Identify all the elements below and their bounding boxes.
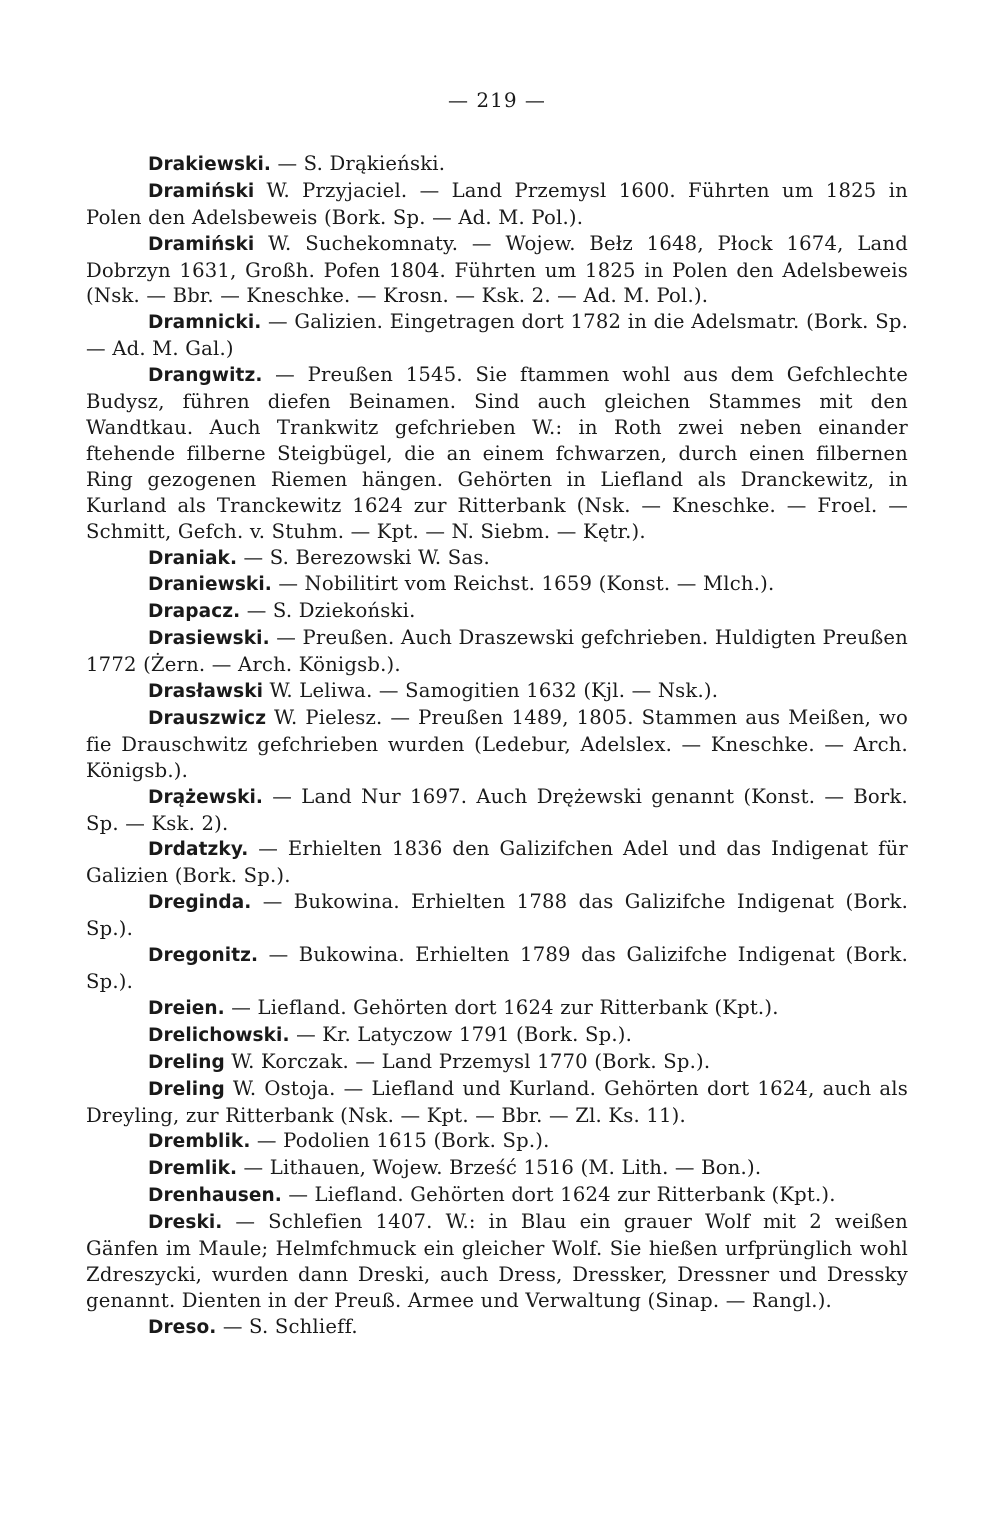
entry-headword: Drakiewski. — [148, 153, 272, 175]
entry-text: — Podolien 1615 (Bork. Sp.). — [250, 1129, 550, 1153]
entry — [86, 571, 908, 598]
entry — [86, 625, 908, 678]
entry-text: — S. Dziekoński. — [240, 599, 416, 623]
entry-text: — Preußen 1545. Sie ftammen wohl aus dem Gefchlechte Budysz, führen diefen Beinamen. Sind auch gleichen Stammes mit den Wandtkau. Auch Trankwitz gefchrieben W.: in Roth zwei neben einander ftehende filberne Steigbügel, die an einem fchwarzen, durch einen filbernen Ring gezogenen Riemen hängen. Gehörten in Liefland als Dranckewitz, in Kurland als Tranckewitz 1624 zur Ritterbank (Nsk. — Kneschke. — Froel. — Schmitt, Gefch. v. Stuhm. — Kpt. — N. Siebm. — Kętr.). — [86, 363, 908, 543]
entry-headword: Dreski. — [148, 1212, 223, 1234]
entry-text: — Nobilitirt vom Reichst. 1659 (Konst. — Mlch.). — [271, 572, 775, 596]
entry-text: — Liefland. Gehörten dort 1624 zur Ritterbank (Kpt.). — [224, 995, 779, 1019]
page-number: — 219 — — [448, 88, 546, 112]
entry — [86, 231, 908, 310]
entry — [86, 784, 908, 837]
entry-headword: Dreling — [148, 1051, 225, 1073]
entry-text: W. Suchekomnaty. — Wojew. Bełz 1648, Płock 1674, Land Dobrzyn 1631, Großh. Pofen 1804. Führten um 1825 in Polen den Adelsbeweis (Nsk. — Bbr. — Kneschke. — Krosn. — Ksk. 2. — Ad. M. Pol.). — [86, 231, 908, 308]
entry-text: — S. Schlieff. — [216, 1314, 358, 1338]
entry-headword: Drauszwicz — [148, 707, 267, 729]
entry — [86, 1155, 908, 1182]
entry-text: — S. Berezowski W. Sas. — [237, 545, 490, 569]
entry-headword: Dreling — [148, 1078, 225, 1100]
entry — [86, 836, 908, 889]
entry — [86, 1128, 908, 1155]
entry-text: W. Leliwa. — Samogitien 1632 (Kjl. — Nsk.). — [263, 679, 719, 703]
entry-text: — Erhielten 1836 den Galizifchen Adel und das Indigenat für Galizien (Bork. Sp.). — [86, 837, 908, 888]
entry-headword: Drasiewski. — [148, 628, 270, 650]
entry-headword: Drapacz. — [148, 601, 241, 623]
entry-text: — Preußen. Auch Draszewski gefchrieben. Huldigten Preußen 1772 (Żern. — Arch. Königsb.). — [86, 626, 908, 677]
entry-headword: Drążewski. — [148, 786, 264, 808]
entry — [86, 178, 908, 231]
entry-text: — Lithauen, Wojew. Brześć 1516 (M. Lith. — Bon.). — [237, 1156, 762, 1180]
entry-headword: Dreginda. — [148, 892, 252, 914]
entry-headword: Dremblik. — [148, 1131, 251, 1153]
entry — [86, 1182, 908, 1209]
entry-text: W. Pielesz. — Preußen 1489, 1805. Stammen aus Meißen, wo fie Drauschwitz gefchrieben wurden (Ledebur, Adelslex. — Kneschke. — Arch. Königsb.). — [86, 705, 908, 782]
entry — [86, 1022, 908, 1049]
entry — [86, 1076, 908, 1129]
entry-headword: Draniak. — [148, 547, 238, 569]
entry-text: — Galizien. Eingetragen dort 1782 in die Adelsmatr. (Bork. Sp. — Ad. M. Gal.) — [86, 310, 908, 361]
entry-headword: Drdatzky. — [148, 839, 249, 861]
entry-text: — Land Nur 1697. Auch Drężewski genannt (Konst. — Bork. Sp. — Ksk. 2). — [86, 784, 908, 835]
entry-headword: Dreso. — [148, 1316, 217, 1338]
entry-text: — Kr. Latyczow 1791 (Bork. Sp.). — [289, 1022, 633, 1046]
entry — [86, 942, 908, 995]
entry — [86, 545, 908, 572]
entry-headword: Dremlik. — [148, 1158, 238, 1180]
entry-headword: Dramiński — [148, 233, 255, 255]
entry — [86, 598, 908, 625]
entry-text: W. Korczak. — Land Przemysl 1770 (Bork. Sp.). — [224, 1049, 711, 1073]
entry-headword: Drelichowski. — [148, 1024, 290, 1046]
entry — [86, 678, 908, 705]
entry — [86, 995, 908, 1022]
entry-headword: Dramnicki. — [148, 312, 262, 334]
entry-headword: Drangwitz. — [148, 365, 263, 387]
entry-headword: Draniewski. — [148, 574, 272, 596]
entry-text: — S. Drąkieński. — [271, 151, 446, 175]
entry-headword: Drenhausen. — [148, 1185, 282, 1207]
entry — [86, 705, 908, 784]
entry-list — [86, 151, 908, 1341]
entry-headword: Drasławski — [148, 681, 264, 703]
entry — [86, 1049, 908, 1076]
entry-text: — Liefland. Gehörten dort 1624 zur Ritterbank (Kpt.). — [281, 1183, 836, 1207]
entry-text: — Schlefien 1407. W.: in Blau ein grauer Wolf mit 2 weißen Gänfen im Maule; Helmfchmuck ein gleicher Wolf. Sie hießen urfprünglich wohl Zdreszycki, wurden dann Dreski, auch Dress, Dressker, Dressner und Dressky genannt. Dienten in der Preuß. Armee und Verwaltung (Sinap. — Rangl.). — [86, 1210, 908, 1312]
entry — [86, 1209, 908, 1314]
entry-text: — Bukowina. Erhielten 1788 das Galizifche Indigenat (Bork. Sp.). — [86, 890, 908, 941]
entry — [86, 889, 908, 942]
entry-headword: Dramiński — [148, 180, 255, 202]
dictionary-page — [86, 88, 908, 1341]
entry — [86, 309, 908, 362]
entry-text: — Bukowina. Erhielten 1789 das Galizifche Indigenat (Bork. Sp.). — [86, 943, 908, 993]
entry — [86, 151, 908, 178]
entry — [86, 362, 908, 544]
entry-headword: Dregonitz. — [148, 945, 259, 967]
entry — [86, 1314, 908, 1341]
entry-text: W. Przyjaciel. — Land Przemysl 1600. Führten um 1825 in Polen den Adelsbeweis (Bork. Sp. — Ad. M. Pol.). — [86, 178, 908, 229]
entry-headword: Dreien. — [148, 997, 225, 1019]
entry-text: W. Ostoja. — Liefland und Kurland. Gehörten dort 1624, auch als Dreyling, zur Ritterbank (Nsk. — Kpt. — Bbr. — Zl. Ks. 11). — [86, 1076, 908, 1127]
